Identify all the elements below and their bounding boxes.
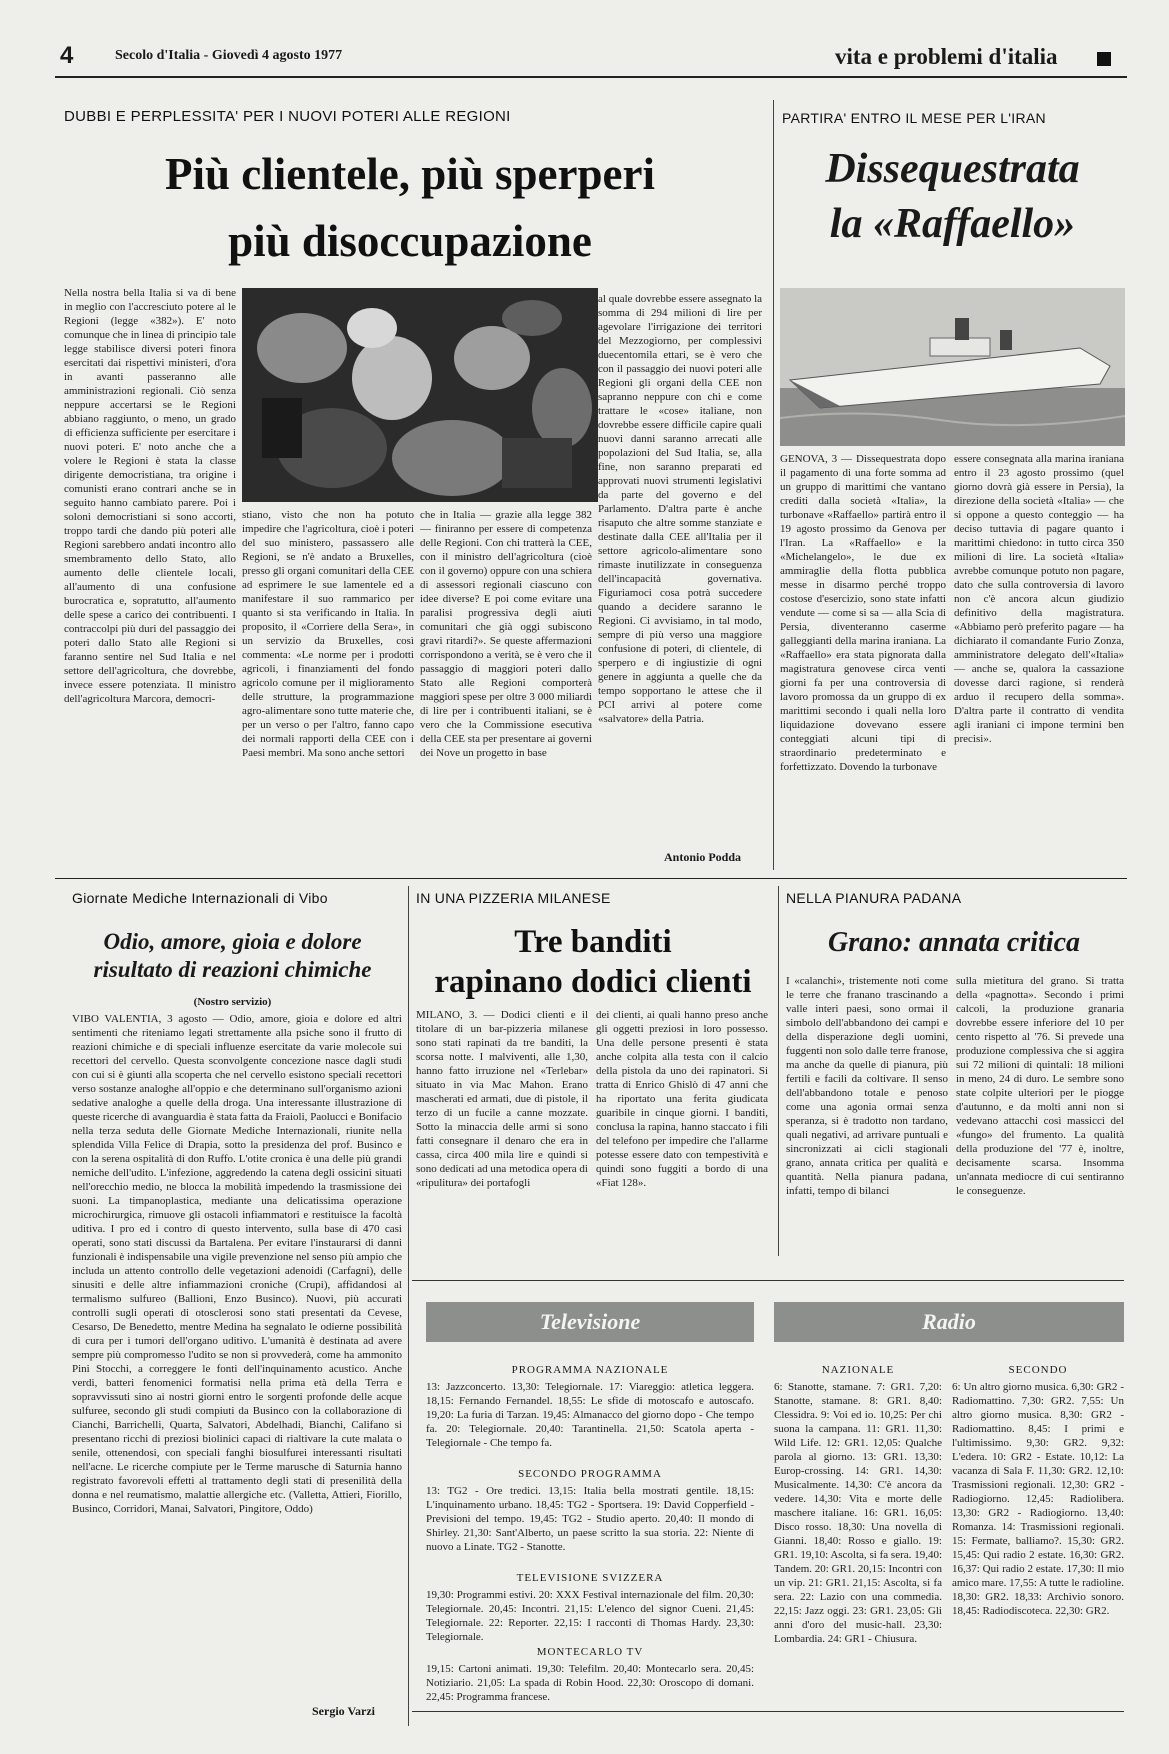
raffaello-ship-photo [780,288,1125,446]
raffaello-kicker: PARTIRA' ENTRO IL MESE PER L'IRAN [782,110,1046,126]
pizzeria-headline-line2: rapinano dodici clienti [434,964,752,1000]
raffaello-column-1: GENOVA, 3 — Dissequestrata dopo il pagamento di una forte somma ad un gruppo di marittimi che vantano crediti dalla società «Italia», la turbonave «Raffaello» partirà entro il 19 agosto prossimo da Genova per l'Iran. La «Raffaello» e la «Michelangelo», le due ex ammiraglie della flotta pubblica messe in disarmo perché troppo costose d'esercizio, sono state infatti vendute — come si sa — alla Scia di Persia, diventeranno caserme galleggianti della marina iraniana. La «Raffaello» era stata pignorata dalla magistratura genovese circa venti giorni fa per una controversia di lavoro promossa da un gruppo di ex marittimi secondo i quali nella loro liquidazione dovevano essere conteggiati alcuni tipi di straordinario predeterminato e forfettizzato. Dovendo la turbonave [780,453,946,773]
column-divider [773,100,774,870]
pizzeria-column-2: dei clienti, ai quali hanno preso anche gli oggetti preziosi in loro possesso. Una delle persone presenti è stata anche colpita alla testa con il calcio della pistola da uno dei rapinatori. Si tratta di Enrico Ghislò di 47 anni che ha riportato una ferita giudicata guaribile in cinque giorni. I banditi, conclusa la rapina, hanno staccato i fili del telefono per impedire che l'allarme potesse essere dato con tempestività e quindi sono fuggiti a bordo di una «Fiat 128». [596,1009,768,1189]
pizzeria-kicker: IN UNA PIZZERIA MILANESE [416,890,611,906]
regioni-headline-line2: più disoccupazione [228,216,592,266]
vibo-kicker: Giornate Mediche Internazionali di Vibo [72,890,328,906]
regioni-column-3: che in Italia — grazie alla legge 382 — finiranno per essere di competenza delle Regioni. Con chi tratterà la CEE, con il ministro dell'agricoltura (cioè con il governo) oppure con una schiera di assessori regionali ciascuno con idee diverse? E poi come evitare una paralisi progressiva degli aiuti comunitari che già oggi subiscono gravi ritardi?». Se queste affermazioni corrispondono a verità, se è vero che il passaggio di maggiori poteri dallo Stato alle Regioni comporterà maggiori spese per oltre 3 000 miliardi di lire per i contribuenti italiani, se è vero che la Commissione esecutiva della CEE sta per presentare ai governi dei Nove un progetto in base [420,509,592,759]
tv-prog1-listing: 13: Jazzconcerto. 13,30: Telegiornale. 17: Viareggio: atletica leggera. 18,15: Fernando Fernandel. 18,55: Le sfide di motoscafo e autoscafo. 19,20: La furia di Tarzan. 19,45: Almanacco del giorno dopo - Che tempo fa. 20: Telegiornale. 20,40: Tarantinella. 21,50: Scatola aperta - Telegiornale - Che tempo fa. [426,1381,754,1449]
column-divider [408,886,409,1726]
column-divider [778,886,779,1256]
regioni-author: Antonio Podda [664,850,742,864]
raffaello-headline-line1: Dissequestrata [825,146,1080,192]
radio-prog2-listing: 6: Un altro giorno musica. 6,30: GR2 - Radiomattino. 7,30: GR2. 7,55: Un altro giorno musica. 8,30: GR2 - Radiomattino. 8,45: I primi e l'ultimissimo. 9,30: GR2. 9,32: L'edera. 10: GR2 - Estate. 10,12: La vacanza di Sala F. 11,30: GR2. 12,10: Trasmissioni regionali. 12,30: GR2 - Radiogiorno. 12,45: Radiolibera. 13,30: GR2 - Radiogiorno. 13,40: Romanza. 14: Trasmissioni regionali. 15: Fermate, balliamo?. 15,30: GR2. 15,45: Qui radio 2 estate. 16,30: GR2. 16,37: Qui radio 2 estate. 17,30: Il mio amico mare. 17,55: A tutte le radioline. 18,30: GR2. 18,33: Archivio sonoro. 18,45: Radiodiscoteca. 22,30: GR2. [952,1381,1124,1617]
pizzeria-headline-line1: Tre banditi [514,924,672,960]
tv-prog1-title: PROGRAMMA NAZIONALE [511,1364,669,1376]
vibo-headline-line2: risultato di reazioni chimiche [93,957,372,982]
tv-prog3-listing: 19,30: Programmi estivi. 20: XXX Festival internazionale del film. 20,30: Telegiornale. 20,45: Incontri. 21,15: L'elenco del signor Cueni. 21,45: Telegiornale. 22: Reporter. 22,15: I racconti di Thomas Hardy. 23,30: Telegiornale. [426,1589,754,1643]
regioni-kicker: DUBBI E PERPLESSITA' PER I NUOVI POTERI ALLE REGIONI [64,108,511,125]
vibo-service-note: (Nostro servizio) [193,996,272,1008]
tv-prog4-listing: 19,15: Cartoni animati. 19,30: Telefilm. 20,40: Montecarlo sera. 20,45: Notiziario. 21,05: La spada di Robin Hood. 22,30: Oroscopo di domani. 22,45: Programma francese. [426,1663,754,1703]
vibo-body: VIBO VALENTIA, 3 agosto — Odio, amore, gioia e dolore ed altri sentimenti che riteniamo legati strettamente alla psiche sono il frutto di reazioni chimiche e di speciali influenze esercitate da varie molecole sui recettori del cervello. Questa sconvolgente concezione nasce dagli studi con cui si è giunti alla scoperta che nel cervello esistono speciali recettori verso sostanze analoghe all'oppio e che determinano sull'organismo azioni sedative analoghe a quelle della droga. Una interessante illustrazione di queste ricerche di avanguardia è stata fatta da Fraioli, Paolucci e Bonifacio nella terza seduta delle Giornate Mediche Internazionali, riunite nella splendida Villa Felice di Drapia, sotto la presidenza del prof. Businco e con la serena ospitalità di don Ruffo. L'otite cronica è una delle più grandi nemiche dell'udito. L'infezione, aggredendo la catena degli ossicini situati nell'orecchio medio, ne blocca la mobilità impedendo la trasmissione dei suoni. La timpanoplastica, mediante una delicatissima operazione microchirurgica, rimuove gli ostacoli infiammatori e restituisce la facoltà uditiva. I pro ed i contro di questo intervento, sulla base di 470 casi operati, sono stati discussi da Bartalena. Per evitare l'instaurarsi di danni funzionali è indispensabile una vigile prevenzione nel senso più ampio che includa un attento controllo delle vegetazioni adenoidi (Carfagni), delle sinusiti e delle altre infiammazioni croniche (Crupi), affidandosi al termalismo sulfureo (Ballioni, Enzo Businco). Nuovi, più accurati controlli sugli operati di otosclerosi sono stati presentati da Cevese, Cesarso, De Benedetto, mentre Medina ha segnalato le odierne possibilità di cura per i tumori dell'organo uditivo. L'umanità è destinata ad avere sempre più compromesso l'udito se non si provvederà, come ha ammonito Pini Stocchi, a correggere le fonti dell'inquinamento acustico. Anche verdi, batteri fenomenici formatisi nella prima età della Terra e sopravvissuti sino ai nostri giorni entro le sorgenti profonde delle acque sulfuree, secondo gli studi compiuti da Businco con la collaborazione di Cianchi, Barrichelli, Quarta, Salvatori, Abdelhadi, Bianchi, Califano si presentano ricchi di preziosi biolinici capaci di rialtivare la cute malata o senile, ottenendosi, con speciali fanghi biosulfurei interessanti risultati nell'acne. Le ricerche compiute per le Terme marusche di Saturnia hanno registrato favorevoli effetti al trattamento degli stati di presenilità della donna e nel reumatismo, malattie allergiche etc. (Valletta, Attieri, Fiorillo, Businco, Corridori, Manai, Salvatori, Pingitore, Oddo) [72,1013,402,1515]
raffaello-headline-line2: la «Raffaello» [829,201,1076,247]
regioni-headline-line1: Più clientele, più sperperi [165,149,655,199]
regioni-column-4: al quale dovrebbe essere assegnato la somma di 294 milioni di lire per agevolare l'irrigazione dei territori del Mezzogiorno, per complessivi duecentomila ettari, se è vero che con il passaggio dei nuovi poteri alle Regioni gli organi della CEE non sapranno neppure con chi e come trattare le «cose» italiane, non dovrebbe essere difficile capire quali nuovi danni saranno arrecati alle popolazioni del Sud Italia, se, alla fine, non saranno preparati ed approvati nuovi strumenti legislativi da parte del governo e del Parlamento. D'altra parte è anche risaputo che altre somme stanziate e destinate dalla CEE all'Italia per il settore agricolo-alimentare sono rimaste inutilizzate in conseguenza dell'incapacità governativa. Figuriamoci cosa potrà succedere quando a decidere saranno le Regioni. Ci avvisiamo, in tal modo, sempre di più verso una maggiore confusione di poteri, di clientele, di sperpero e di ingiustizie di ogni genere in aggiunta a quelle che da tempo sopportano le attese che il PCI arrivi al potere come «salvatore» della Patria. [598,293,762,725]
tv-prog2-title: SECONDO PROGRAMMA [518,1468,662,1480]
masthead: Secolo d'Italia - Giovedì 4 agosto 1977 [115,48,343,63]
regioni-photo [242,288,598,502]
radio-box-title: Radio [774,1302,1124,1342]
regioni-column-1: Nella nostra bella Italia si va di bene in meglio con l'accresciuto potere al le Regioni (legge «382»). E' noto comunque che in linea di principio tale legge stabilisce diversi poteri finora esercitati dai rispettivi ministeri, d'ora in avanti passeranno alle amministrazioni regionali. Ciò senza neppure accertarsi se le Regioni abbiano raggiunto, o meno, un grado di efficienza sufficiente per esercitare i nuovi poteri. E' noto anche che a volere le Regioni è stata la classe dirigente democristiana, tra origine i comunisti erano contrari anche se in seguito hanno cambiato parere. Poi i soloni democristiani si sono accorti, troppo tardi che dando più poteri alle Regioni sarebbero andati incontro allo smembramento dello Stato, allo aumento delle clientele locali, all'aumento di una confusione burocratica e, sopratutto, all'aumento delle spese a carico dei contribuenti. I contraccolpi più duri del passaggio dei poteri dallo Stato alle Regioni si faranno sentire nel Sud Italia e nel settore dell'agricoltura, che dovrebbe, invece essere potenziata. Il ministro dell'agricoltura Marcora, democri- [64,287,236,705]
radio-prog2-title: SECONDO [1008,1364,1068,1376]
mid-rule [55,878,1127,879]
tv-prog2-listing: 13: TG2 - Ore tredici. 13,15: Italia bella mostrati gentile. 18,15: L'inquinamento urbano. 18,45: TG2 - Sportsera. 19: David Copperfield - Previsioni del tempo. 19,45: TG2 - Studio aperto. 20,40: Il mondo di Shirley. 21,30: Sant'Alberto, un paese scritto la sua storia. 22: Niente di nuovo a Linate. TG2 - Stanotte. [426,1485,754,1553]
tv-prog3-title: TELEVISIONE SVIZZERA [516,1572,664,1584]
radio-prog1-listing: 6: Stanotte, stamane. 7: GR1. 7,20: Stanotte, stamane. 8: GR1. 8,40: Clessidra. 9: Voi ed io. 10,25: Per chi suona la campana. 11: GR1. 11,30: Wild Life. 12: GR1. 12,05: Qualche parola al giorno. 13: GR1. 13,30: Europ-crossing. 14: GR1. 14,30: Musicalmente. 14,30: C'è ancora da vedere. 14,30: Vita e morte delle maschere italiane. 16: GR1. 16,05: Disco rosso. 18,30: Una novella di Gianni. 18,40: Rosso e giallo. 19: GR1. 19,10: Ascolta, si fa sera. 19,40: Tandem. 20: GR1. 20,15: Incontri con un vip. 21: GR1. 21,15: Ascolta, si fa sera. 22: Lazio con una commedia. 22,15: Jazz oggi. 23: GR1. 23,05: Gli anni d'oro del music-hall. 23,30: Lombardia. 24: GR1 - Chiusura. [774,1381,942,1645]
tv-prog4-title: MONTECARLO TV [536,1646,644,1658]
section-square-icon [1097,52,1111,66]
grano-column-1: I «calanchi», tristemente noti come le terre che franano trascinando a valle interi paesi, sono ormai il simbolo dell'abbandono dei campi e della disperazione degli uomini, fuggenti non solo dalle terre franose, ma anche da quelle di pianura, più fertili e facili da coltivare. Il senso dell'abbandono totale e penoso come una agonia ormai senza speranza, si è tradotto non tardano, quali negativi, ad arrivare puntuali e sincronizzati ai cicli stagionali grano, annata critica per qualità e quantità. Nella pianura padana, infatti, tempo di bilanci [786,975,948,1197]
section-title: vita e problemi d'italia [835,44,1058,69]
grano-headline: Grano: annata critica [827,927,1081,958]
grano-column-2: sulla mietitura del grano. Si tratta della «pagnotta». Secondo i primi calcoli, la produzione granaria dovrebbe essere inferiore del 10 per cento rispetto al '76. Si prevede una produzione complessiva che si aggira sui 72 milioni di quintali: 18 milioni in meno, 24 di duro. Le sembre sono state colpite ulteriori per le piogge d'autunno, e da molti anni non si vedevano attacchi così massicci del «fungo» del frumento. La qualità della produzione del '77 è, inoltre, decisamente scarsa. Insomma un'annata mediocre di cui sentiranno le conseguenze. [956,975,1124,1197]
page-number: 4 [60,42,74,69]
regioni-column-2: stiano, visto che non ha potuto impedire che l'agricoltura, cioè i poteri del suo ministero, passassero alle Regioni, se n'è andato a Bruxelles, presso gli organi comunitari della CEE ad esprimere le sue lamentele ed a manifestare il suo rammarico per quanto si sta verificando in Italia. In proposito, il «Corriere della Sera», in un servizio da Bruxelles, così commenta: «Le norme per i prodotti agricoli, i finanziamenti del fondo agricolo comune per il miglioramento delle strutture, la programmazione agro-alimentare sono tutte materie che, per un verso o per l'altro, fanno capo dei normali rapporti della CEE con i Paesi membri. Ma sono anche settori [242,509,414,759]
vibo-author: Sergio Varzi [312,1704,375,1718]
radio-prog1-title: NAZIONALE [821,1364,895,1376]
raffaello-column-2: essere consegnata alla marina iraniana entro il 23 agosto prossimo (quel giorno dovrà già essere in Persia), la direzione della società «Italia» — che si oppone a questo conteggio — ha deciso tuttavia di pagare quanto i marittimi chiedono: in tutto circa 350 milioni di lire. La società «Italia» avrebbe comunque potuto non pagare, dato che sulla controversia di lavoro non c'è ancora alcun giudizio definitivo della magistratura. «Abbiamo però preferito pagare — ha dichiarato il comandante Furio Zonza, amministratore delegato dell'«Italia» — anche se, qualora la cassazione dovesse darci ragione, si renderà arduo il recupero della somma». D'altra parte il contratto di vendita agli iraniani ci impone termini ben precisi». [954,453,1124,745]
crowd-photo-image [242,288,598,502]
vibo-headline-line1: Odio, amore, gioia e dolore [103,929,362,954]
header-rule [55,76,1127,78]
pizzeria-column-1: MILANO, 3. — Dodici clienti e il titolare di un bar-pizzeria milanese sono stati rapinati da tre banditi, la scorsa notte. I malviventi, alle 1,30, hanno fatto irruzione nel «Terlebar» situato in via Mac Mahon. Erano mascherati ed armati, due di pistole, il terzo di un fucile a canne mozzate. Sotto la minaccia delle armi si sono fatti consegnare il denaro che era in cassa, circa 400 mila lire e quindi si sono dedicati ad una metodica opera di «ripulitura» dei portafogli [416,1009,588,1189]
grano-kicker: NELLA PIANURA PADANA [786,890,962,906]
ship-image [780,288,1125,446]
tv-box-title: Televisione [426,1302,754,1342]
